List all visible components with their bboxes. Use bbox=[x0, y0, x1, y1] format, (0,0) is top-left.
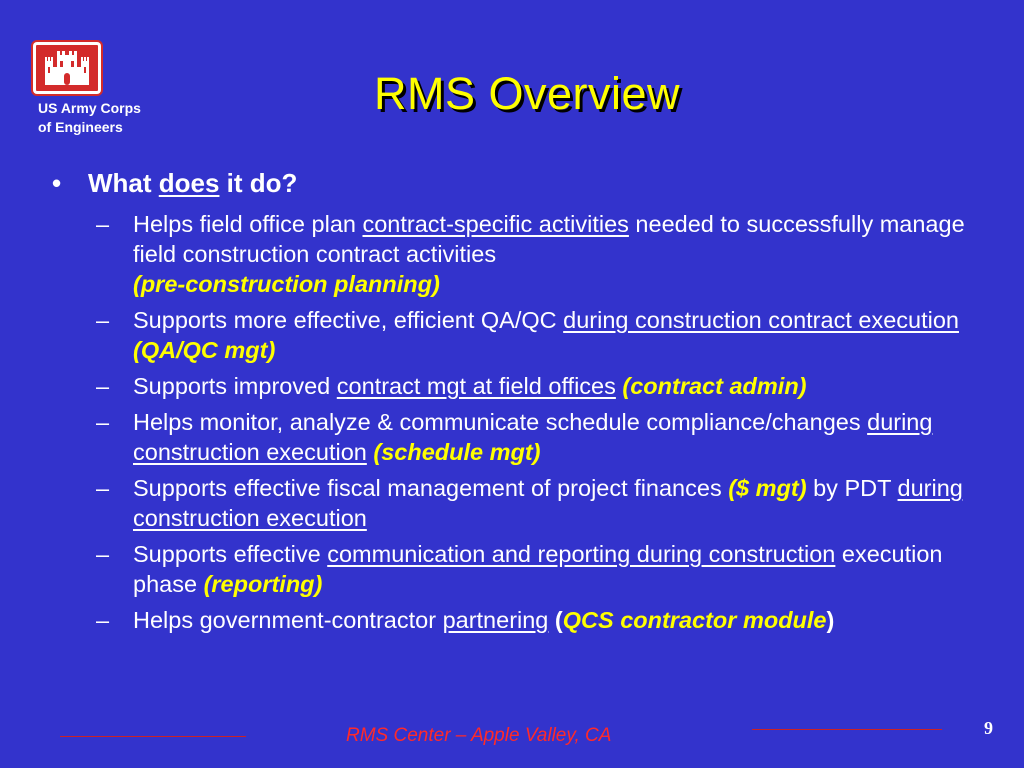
footer-text: RMS Center – Apple Valley, CA bbox=[346, 725, 612, 746]
category-label: (pre-construction planning) bbox=[133, 271, 440, 297]
sub-bullet: – Supports more effective, efficient QA/QC during construction contract execution (QA/QC mgt) bbox=[96, 307, 959, 363]
category-label: (reporting) bbox=[203, 571, 323, 597]
category-label: ($ mgt) bbox=[728, 475, 807, 501]
sub-bullet: – Helps government-contractor partnering (QCS contractor module) bbox=[96, 607, 835, 633]
slide-content bbox=[52, 168, 1002, 641]
question-text: What does it do? bbox=[88, 168, 298, 198]
category-label: (schedule mgt) bbox=[373, 439, 541, 465]
category-label: (QA/QC mgt) bbox=[133, 337, 276, 363]
sub-bullet: – Supports effective communication and reporting during construction execution phase (reporting) bbox=[96, 541, 943, 597]
main-bullet bbox=[52, 168, 1002, 199]
page-number: 9 bbox=[984, 718, 993, 738]
footer-divider-left bbox=[60, 736, 246, 737]
category-label: QCS contractor module bbox=[562, 607, 827, 633]
sub-bullet: – Helps monitor, analyze & communicate schedule compliance/changes during construction execution (schedule mgt) bbox=[96, 409, 933, 465]
question-underlined: does bbox=[158, 168, 220, 198]
sub-bullet: – Helps field office plan contract-specific activities needed to successfully manage field construction contract activities (pre-construction planning) bbox=[96, 211, 965, 297]
org-line-1: US Army Corps bbox=[38, 100, 141, 116]
category-label: (contract admin) bbox=[622, 373, 807, 399]
org-line-2: of Engineers bbox=[38, 119, 123, 135]
slide-title: RMS Overview bbox=[373, 68, 681, 119]
bullet-dot: • bbox=[52, 168, 62, 198]
sub-bullet: – Supports effective fiscal management of project finances ($ mgt) by PDT during construction execution bbox=[96, 475, 963, 531]
sub-bullet: – Supports improved contract mgt at field offices (contract admin) bbox=[96, 373, 807, 399]
footer-divider-right bbox=[752, 729, 942, 730]
